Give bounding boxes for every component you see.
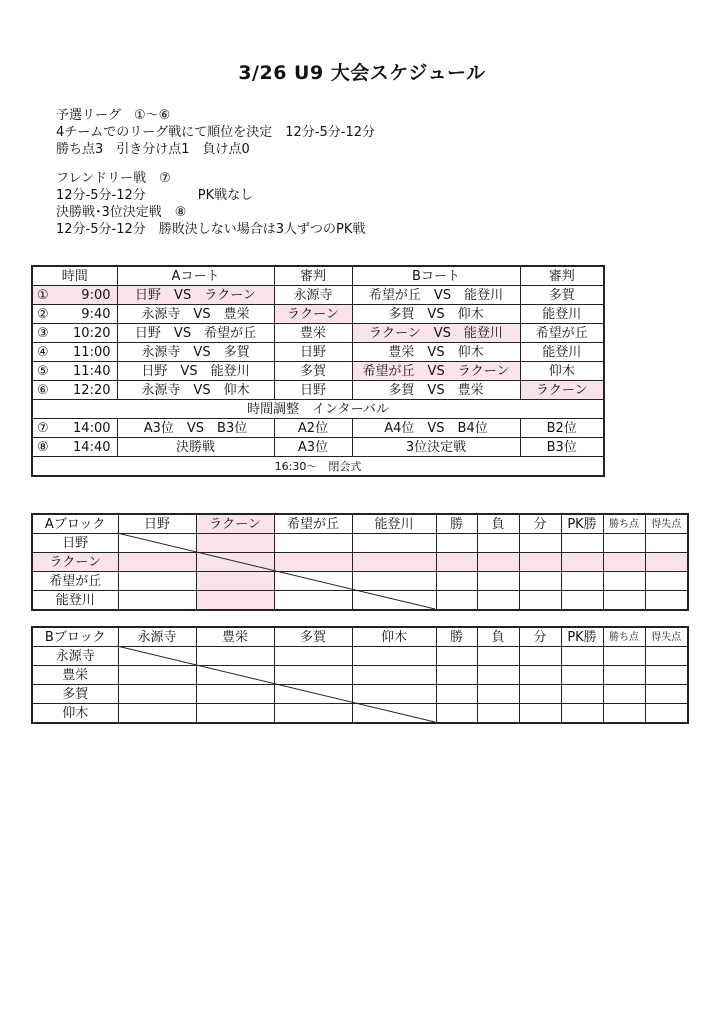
a-court-referee: A3位 <box>274 438 352 457</box>
stat-header-goal-diff: 得失点 <box>645 514 688 534</box>
block-label: Bブロック <box>32 627 118 647</box>
stat-header-pk-win: PK勝 <box>561 627 603 647</box>
b-court-match: 3位決定戦 <box>352 438 520 457</box>
team-row <box>32 704 688 724</box>
team-header: 永源寺 <box>118 627 196 647</box>
team-row <box>32 553 688 572</box>
team-name: 豊栄 <box>32 666 118 685</box>
match-time: ② 9:40 <box>32 305 117 324</box>
team-row <box>32 666 688 685</box>
a-court-match: 永源寺 VS 仰木 <box>117 381 274 400</box>
page-title: 3/26 U9 大会スケジュール <box>238 62 486 84</box>
a-court-match: 永源寺 VS 豊栄 <box>117 305 274 324</box>
stat-header-pk-win: PK勝 <box>561 514 603 534</box>
rule-line: 12分-5分-12分 PK戦なし <box>56 188 254 203</box>
team-header: 豊栄 <box>196 627 274 647</box>
team-name: 永源寺 <box>32 647 118 666</box>
team-header: 日野 <box>118 514 196 534</box>
a-court-referee: 豊栄 <box>274 324 352 343</box>
header-referee-b: 審判 <box>520 266 604 286</box>
team-name: 能登川 <box>32 591 118 611</box>
stat-header-loss: 負 <box>477 627 519 647</box>
match-time: ⑦ 14:00 <box>32 419 117 438</box>
team-name: ラクーン <box>32 553 118 572</box>
team-row <box>32 572 688 591</box>
stat-header-win: 勝 <box>436 514 477 534</box>
team-name: 仰木 <box>32 704 118 724</box>
a-court-match: 日野 VS ラクーン <box>117 286 274 305</box>
stat-header-goal-diff: 得失点 <box>645 627 688 647</box>
schedule-row <box>32 305 604 324</box>
a-court-referee: 多賀 <box>274 362 352 381</box>
block-b-table <box>31 626 689 724</box>
rule-line: 予選リーグ ①～⑥ <box>56 108 171 123</box>
schedule-row <box>32 343 604 362</box>
header-referee-a: 審判 <box>274 266 352 286</box>
team-header: ラクーン <box>196 514 274 534</box>
team-name: 希望が丘 <box>32 572 118 591</box>
stat-header-points: 勝ち点 <box>603 514 645 534</box>
b-court-match: 希望が丘 VS ラクーン <box>352 362 520 381</box>
block-label: Aブロック <box>32 514 118 534</box>
block-header-row <box>32 514 688 534</box>
b-court-referee: 多賀 <box>520 286 604 305</box>
rule-line: 4チームでのリーグ戦にて順位を決定 12分-5分-12分 <box>56 125 376 140</box>
a-court-match: 日野 VS 能登川 <box>117 362 274 381</box>
b-court-match: 多賀 VS 豊栄 <box>352 381 520 400</box>
a-court-match: 決勝戦 <box>117 438 274 457</box>
rule-line: 勝ち点3 引き分け点1 負け点0 <box>56 142 250 157</box>
team-row <box>32 647 688 666</box>
rule-line: 12分-5分-12分 勝敗決しない場合は3人ずつのPK戦 <box>56 222 366 237</box>
team-row <box>32 591 688 611</box>
stat-header-win: 勝 <box>436 627 477 647</box>
a-court-match: A3位 VS B3位 <box>117 419 274 438</box>
team-row <box>32 534 688 553</box>
b-court-referee: B3位 <box>520 438 604 457</box>
stat-header-draw: 分 <box>519 627 561 647</box>
team-header: 多賀 <box>274 627 352 647</box>
schedule-row <box>32 362 604 381</box>
schedule-row <box>32 419 604 438</box>
team-header: 希望が丘 <box>274 514 352 534</box>
block-a-table <box>31 513 689 611</box>
b-court-referee: 希望が丘 <box>520 324 604 343</box>
schedule-row <box>32 324 604 343</box>
block-header-row <box>32 627 688 647</box>
header-b-court: Bコート <box>352 266 520 286</box>
b-court-referee: B2位 <box>520 419 604 438</box>
closing-row <box>32 457 604 477</box>
b-court-referee: ラクーン <box>520 381 604 400</box>
a-court-referee: ラクーン <box>274 305 352 324</box>
match-time: ① 9:00 <box>32 286 117 305</box>
b-court-referee: 能登川 <box>520 343 604 362</box>
b-court-match: A4位 VS B4位 <box>352 419 520 438</box>
closing-ceremony: 16:30～ 閉会式 <box>32 457 604 477</box>
a-court-referee: 日野 <box>274 343 352 362</box>
schedule-table <box>31 265 605 477</box>
team-name: 多賀 <box>32 685 118 704</box>
a-court-match: 日野 VS 希望が丘 <box>117 324 274 343</box>
schedule-row <box>32 438 604 457</box>
schedule-row <box>32 381 604 400</box>
a-court-referee: 永源寺 <box>274 286 352 305</box>
b-court-match: ラクーン VS 能登川 <box>352 324 520 343</box>
stat-header-loss: 負 <box>477 514 519 534</box>
rule-line: 決勝戦･3位決定戦 ⑧ <box>56 205 187 220</box>
stat-header-points: 勝ち点 <box>603 627 645 647</box>
match-time: ⑥ 12:20 <box>32 381 117 400</box>
schedule-header-row <box>32 266 604 286</box>
stat-header-draw: 分 <box>519 514 561 534</box>
match-time: ④ 11:00 <box>32 343 117 362</box>
b-court-referee: 仰木 <box>520 362 604 381</box>
a-court-referee: 日野 <box>274 381 352 400</box>
match-time: ③ 10:20 <box>32 324 117 343</box>
match-time: ⑧ 14:40 <box>32 438 117 457</box>
b-court-match: 豊栄 VS 仰木 <box>352 343 520 362</box>
b-court-match: 多賀 VS 仰木 <box>352 305 520 324</box>
team-name: 日野 <box>32 534 118 553</box>
interval-label: 時間調整 インターバル <box>32 400 604 419</box>
team-header: 能登川 <box>352 514 436 534</box>
a-court-match: 永源寺 VS 多賀 <box>117 343 274 362</box>
match-time: ⑤ 11:40 <box>32 362 117 381</box>
header-time: 時間 <box>32 266 117 286</box>
a-court-referee: A2位 <box>274 419 352 438</box>
team-row <box>32 685 688 704</box>
b-court-referee: 能登川 <box>520 305 604 324</box>
rule-line: フレンドリー戦 ⑦ <box>56 171 171 186</box>
header-a-court: Aコート <box>117 266 274 286</box>
b-court-match: 希望が丘 VS 能登川 <box>352 286 520 305</box>
team-header: 仰木 <box>352 627 436 647</box>
interval-row <box>32 400 604 419</box>
schedule-row <box>32 286 604 305</box>
rules-text <box>56 107 375 238</box>
